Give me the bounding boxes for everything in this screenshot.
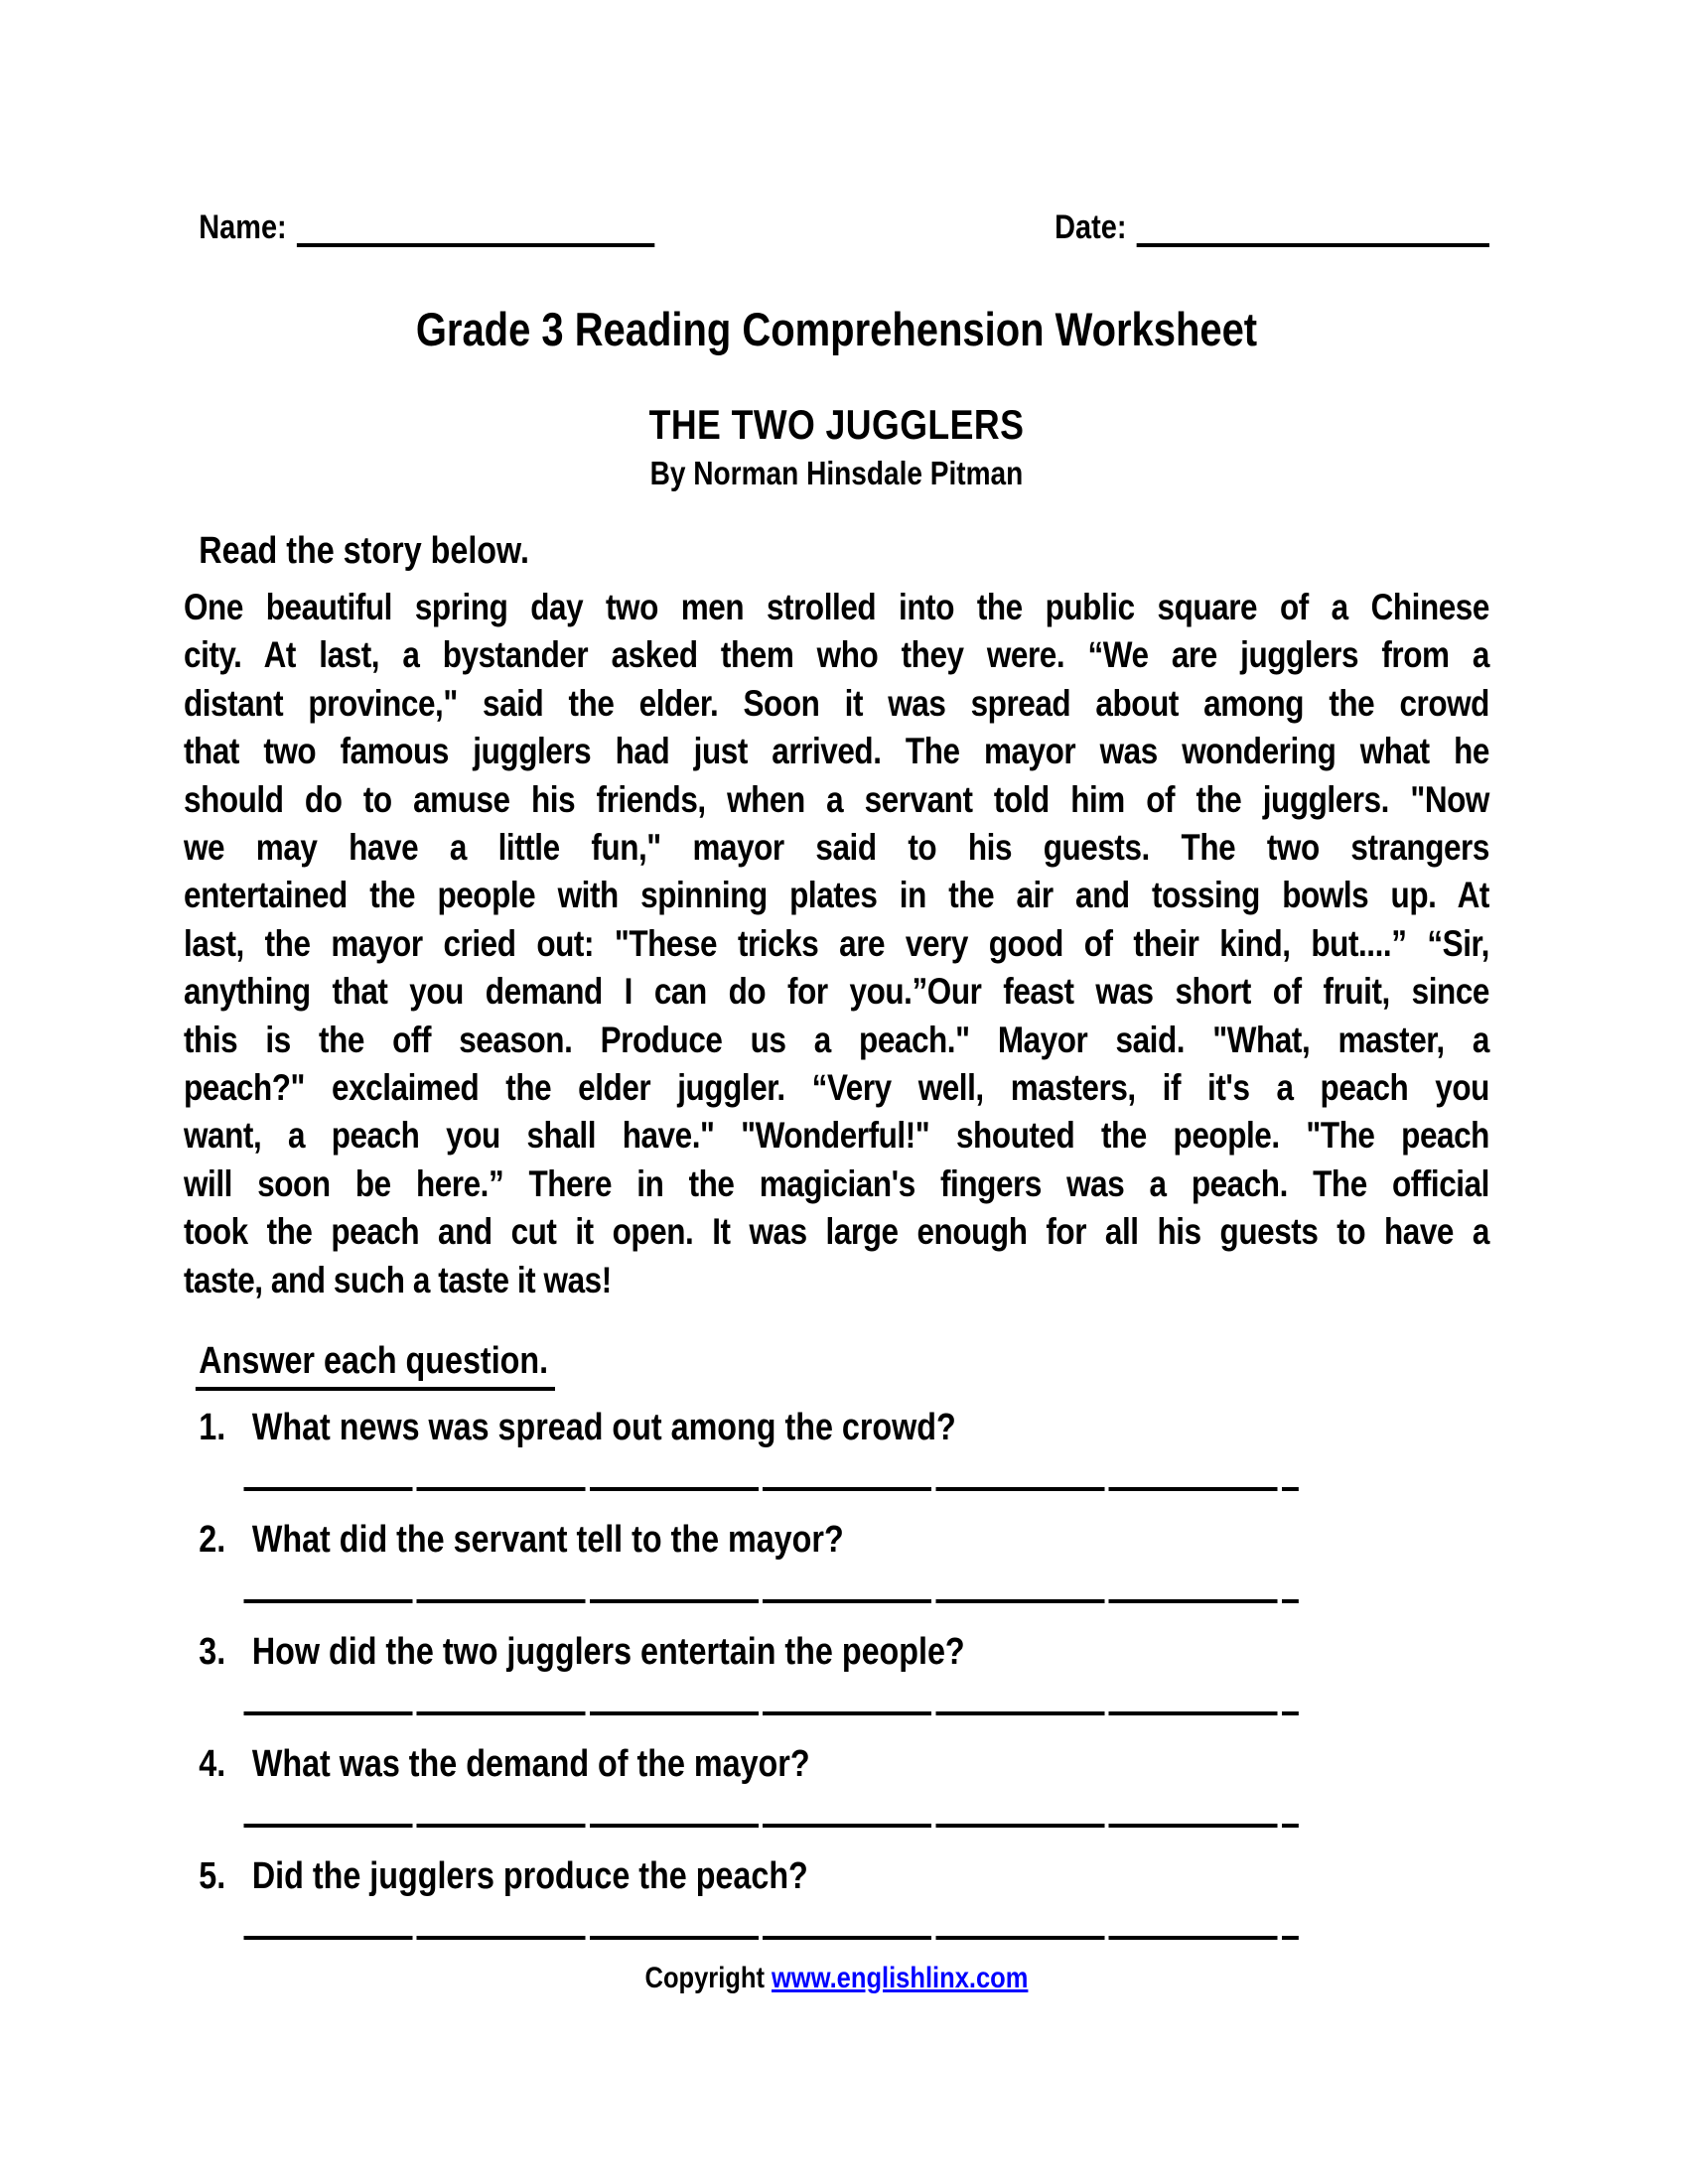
story-line: last, the mayor cried out: "These tricks are very good of their kind, but....” “Sir, bbox=[184, 922, 1489, 964]
question-number: 3. bbox=[199, 1631, 226, 1673]
header-row bbox=[184, 208, 1489, 247]
question-number: 5. bbox=[199, 1855, 226, 1897]
question-row bbox=[184, 1628, 1489, 1676]
question-text: How did the two jugglers entertain the people? bbox=[251, 1631, 965, 1673]
question-item bbox=[184, 1852, 1489, 1940]
question-row bbox=[184, 1740, 1489, 1788]
story-line: want, a peach you shall have." "Wonderful!" shouted the people. "The peach bbox=[184, 1115, 1489, 1157]
answer-blank-line bbox=[243, 1824, 1299, 1828]
question-item bbox=[184, 1628, 1489, 1715]
question-text: What was the demand of the mayor? bbox=[251, 1743, 810, 1785]
question-row bbox=[184, 1516, 1489, 1564]
copyright-label: Copyright bbox=[644, 1962, 765, 1994]
story-line: distant province," said the elder. Soon it was spread about among the crowd bbox=[184, 682, 1489, 724]
answer-blank-line bbox=[243, 1487, 1299, 1491]
question-item bbox=[184, 1404, 1489, 1491]
question-text: What did the servant tell to the mayor? bbox=[251, 1519, 844, 1561]
question-number: 2. bbox=[199, 1519, 226, 1561]
story-line: that two famous jugglers had just arrived. The mayor was wondering what he bbox=[184, 731, 1489, 772]
story-line: city. At last, a bystander asked them who they were. “We are jugglers from a bbox=[184, 634, 1489, 676]
story-byline: By Norman Hinsdale Pitman bbox=[649, 455, 1024, 491]
name-field-group bbox=[184, 208, 654, 247]
answer-instruction-text: Answer each question. bbox=[196, 1340, 555, 1391]
answer-blank-line bbox=[243, 1599, 1299, 1603]
story-line: entertained the people with spinning plates in the air and tossing bowls up. At bbox=[184, 875, 1489, 916]
story-line: One beautiful spring day two men strolled into the public square of a Chinese bbox=[184, 587, 1489, 627]
name-label: Name: bbox=[199, 208, 287, 246]
answer-instruction bbox=[184, 1340, 1489, 1383]
story-line: anything that you demand I can do for you.”Our feast was short of fruit, since bbox=[184, 971, 1489, 1013]
story-paragraph bbox=[184, 584, 1489, 1304]
story-line: taste, and such a taste it was! bbox=[184, 1259, 612, 1300]
story-line: should do to amuse his friends, when a servant told him of the jugglers. "Now bbox=[184, 778, 1489, 820]
question-row bbox=[184, 1852, 1489, 1900]
englishlinx-link[interactable]: www.englishlinx.com bbox=[772, 1962, 1029, 1994]
question-list bbox=[184, 1404, 1489, 1965]
footer bbox=[184, 1962, 1489, 1995]
question-item bbox=[184, 1740, 1489, 1828]
story-line: this is the off season. Produce us a peach." Mayor said. "What, master, a bbox=[184, 1019, 1489, 1060]
read-instruction: Read the story below. bbox=[199, 530, 529, 572]
question-text: What news was spread out among the crowd? bbox=[251, 1407, 956, 1448]
question-text: Did the jugglers produce the peach? bbox=[251, 1855, 808, 1897]
question-number: 1. bbox=[199, 1407, 226, 1448]
story-line: we may have a little fun," mayor said to his guests. The two strangers bbox=[184, 827, 1489, 869]
date-field-group bbox=[1040, 208, 1489, 247]
worksheet-title: Grade 3 Reading Comprehension Worksheet bbox=[415, 303, 1258, 355]
date-label: Date: bbox=[1055, 208, 1127, 246]
question-item bbox=[184, 1516, 1489, 1603]
question-row bbox=[184, 1404, 1489, 1451]
question-number: 4. bbox=[199, 1743, 226, 1785]
date-blank-line bbox=[1137, 213, 1489, 247]
answer-blank-line bbox=[243, 1936, 1299, 1940]
answer-blank-line bbox=[243, 1711, 1299, 1715]
story-line: peach?" exclaimed the elder juggler. “Very well, masters, if it's a peach you bbox=[184, 1067, 1489, 1109]
story-line: took the peach and cut it open. It was large enough for all his guests to have a bbox=[184, 1211, 1489, 1253]
story-line: will soon be here.” There in the magician's fingers was a peach. The official bbox=[184, 1162, 1489, 1204]
story-title: THE TWO JUGGLERS bbox=[648, 401, 1025, 448]
name-blank-line bbox=[297, 213, 654, 247]
